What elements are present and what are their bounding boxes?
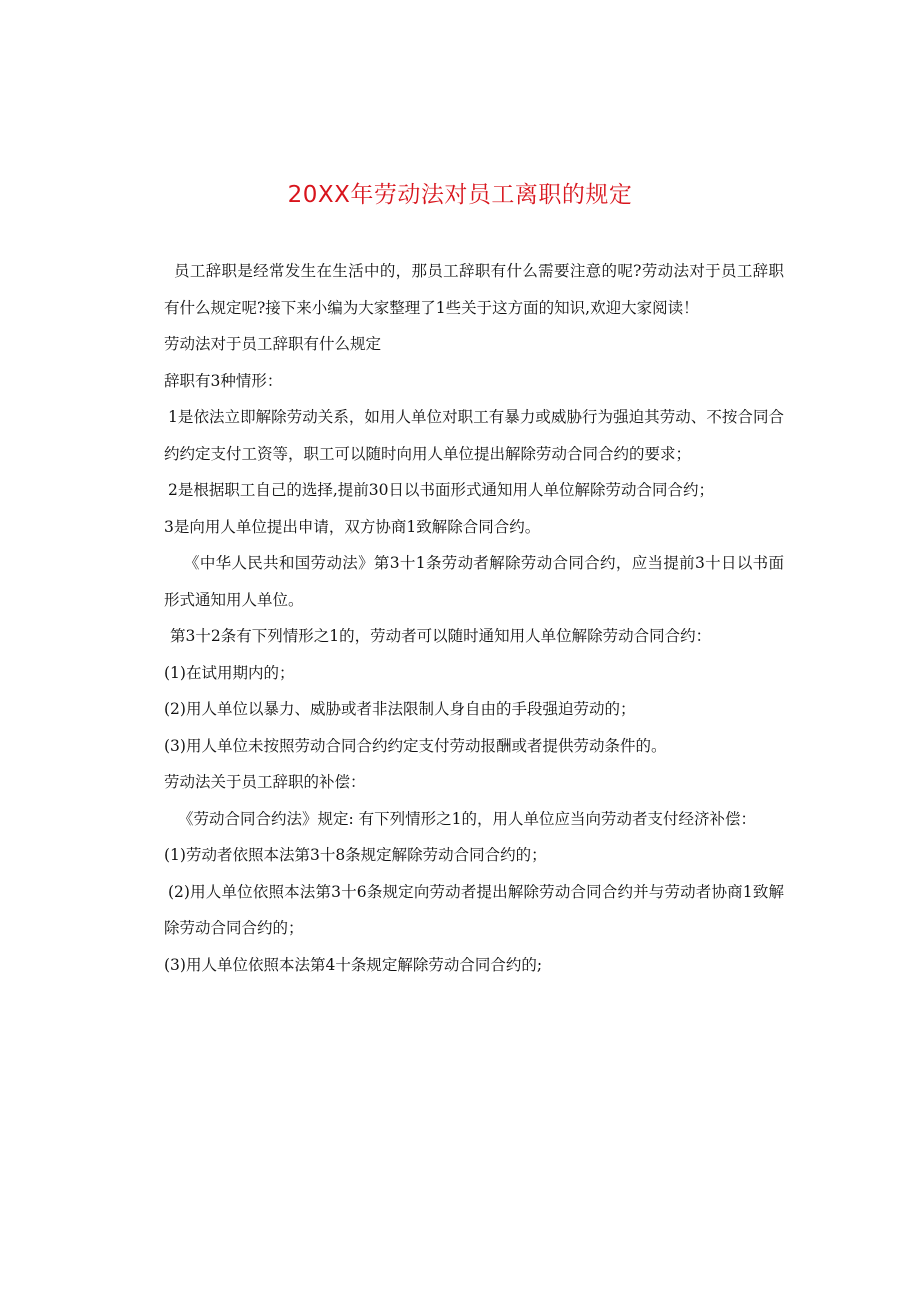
paragraph-comp-item-2: (2)用人单位依照本法第3十6条规定向劳动者提出解除劳动合同合约并与劳动者协商1致解除劳动合同合约的；: [164, 882, 784, 937]
paragraph-case-2: 2是根据职工自己的选择,提前30日以书面形式通知用人单位解除劳动合同合约；: [168, 481, 715, 499]
paragraph-comp-item-3: (3)用人单位依照本法第4十条规定解除劳动合同合约的;: [164, 955, 543, 974]
paragraph-item-2: (2)用人单位以暴力、威胁或者非法限制人身自由的手段强迫劳动的；: [164, 700, 636, 718]
document-body: [164, 253, 784, 983]
paragraph-article-32: 第3十2条有下列情形之1的，劳动者可以随时通知用人单位解除劳动合同合约：: [170, 627, 712, 645]
document-title: 20XX年劳动法对员工离职的规定: [287, 182, 633, 208]
paragraph-heading-compensation: 劳动法关于员工辞职的补偿：: [164, 773, 366, 791]
paragraph-contract-law: 《劳动合同合约法》规定: 有下列情形之1的，用人单位应当向劳动者支付经济补偿：: [178, 809, 757, 828]
paragraph-comp-item-1: (1)劳动者依照本法第3十8条规定解除劳动合同合约的；: [164, 846, 547, 864]
paragraph-heading-rules: 劳动法对于员工辞职有什么规定: [164, 335, 382, 353]
paragraph-item-3: (3)用人单位未按照劳动合同合约约定支付劳动报酬或者提供劳动条件的。: [164, 736, 667, 755]
paragraph-intro: 员工辞职是经常发生在生活中的，那员工辞职有什么需要注意的呢?劳动法对于员工辞职有什么规定呢?接下来小编为大家整理了1些关于这方面的知识,欢迎大家阅读！: [164, 262, 784, 317]
paragraph-case-3: 3是向用人单位提出申请，双方协商1致解除合同合约。: [164, 517, 541, 536]
paragraph-item-1: (1)在试用期内的；: [164, 663, 295, 682]
paragraph-article-31: 《中华人民共和国劳动法》第3十1条劳动者解除劳动合同合约，应当提前3十日以书面形式通知用人单位。: [164, 554, 784, 609]
paragraph-three-cases: 辞职有3种情形：: [164, 371, 283, 390]
paragraph-case-1: 1是依法立即解除劳动关系，如用人单位对职工有暴力或威胁行为强迫其劳动、不按合同合约约定支付工资等，职工可以随时向用人单位提出解除劳动合同合约的要求；: [164, 408, 784, 463]
